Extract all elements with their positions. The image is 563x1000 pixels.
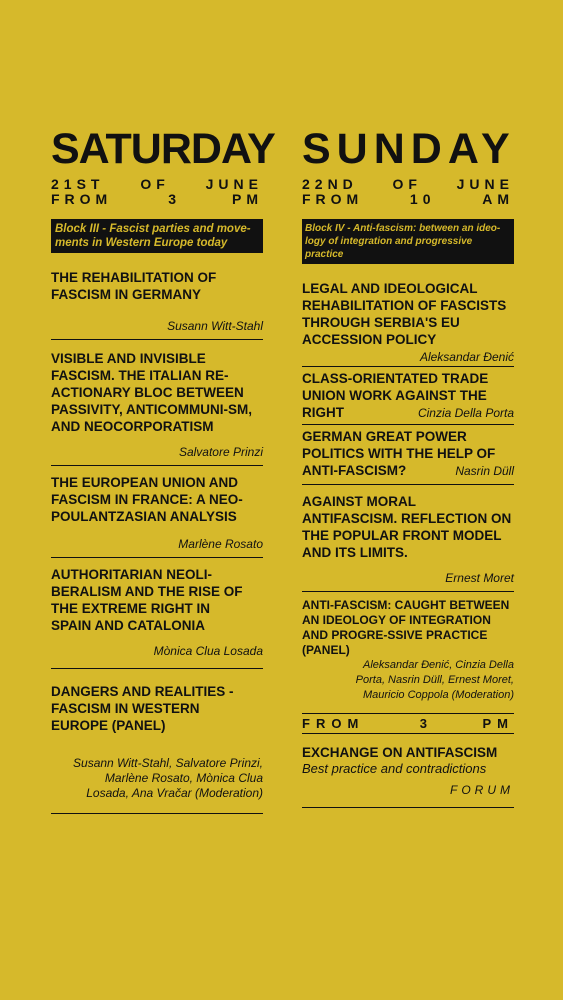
saturday-block-label: Block III - Fascist parties and move- ments in Western Europe today <box>51 219 263 253</box>
time-word: FROM <box>302 716 365 731</box>
talk-item <box>302 264 514 367</box>
talk-item <box>302 425 514 485</box>
talk-speaker: Ernest Moret <box>445 571 514 585</box>
time-word: 3 <box>419 716 427 731</box>
time-word: AM <box>482 191 514 207</box>
talk-title: LEGAL AND IDEOLOGICAL REHABILITATION OF FASCISTS THROUGH SERBIA'S EU ACCESSION POLICY <box>302 281 507 347</box>
saturday-column <box>51 125 275 814</box>
date-word: JUNE <box>205 176 263 192</box>
talk-item <box>51 558 263 669</box>
forum-tag: FORUM <box>450 783 514 797</box>
talk-item <box>302 592 514 713</box>
forum-item <box>302 734 514 808</box>
talk-title: AGAINST MORAL ANTIFASCISM. REFLECTION ON THE POPULAR FRONT MODEL AND ITS LIMITS. <box>302 494 512 560</box>
talk-speaker: Salvatore Prinzi <box>178 445 263 459</box>
talk-speaker: Aleksandar Đenić <box>419 350 514 364</box>
date-word: JUNE <box>456 176 514 192</box>
talk-title: DANGERS AND REALITIES - FASCISM IN WESTERN EUROPE (PANEL) <box>51 684 234 733</box>
time-word: FROM <box>51 191 113 207</box>
sunday-column <box>302 125 516 808</box>
talk-speaker: Cinzia Della Porta <box>417 406 514 420</box>
sunday-date <box>302 177 514 192</box>
sunday-block-label: Block IV - Anti-fascism: between an ideo- logy of integration and progressive practice <box>302 219 514 264</box>
talk-speaker: Mònica Clua Losada <box>153 644 263 658</box>
talk-speaker: Susann Witt-Stahl, Salvatore Prinzi, Marlène Rosato, Mònica Clua Losada, Ana Vračar (Moderation) <box>73 756 263 800</box>
talk-title: THE REHABILITATION OF FASCISM IN GERMANY <box>51 270 217 302</box>
talk-title: ANTI-FASCISM: CAUGHT BETWEEN AN IDEOLOGY OF INTEGRATION AND PROGRE-SSIVE PRACTICE (PANEL) <box>302 598 510 657</box>
talk-speaker: Aleksandar Đenić, Cinzia Della Porta, Nasrin Düll, Ernest Moret, Mauricio Coppola (Moderation) <box>355 659 514 701</box>
talk-item <box>51 253 263 340</box>
talk-speaker: Marlène Rosato <box>178 537 263 551</box>
talk-title: THE EUROPEAN UNION AND FASCISM IN FRANCE: A NEO-POULANTZASIAN ANALYSIS <box>51 475 243 524</box>
date-word: OF <box>140 176 170 192</box>
date-word: 21ST <box>51 176 105 192</box>
forum-title: EXCHANGE ON ANTIFASCISM <box>302 745 498 760</box>
talk-item <box>51 340 263 466</box>
afternoon-time <box>302 713 514 734</box>
talk-item <box>302 485 514 592</box>
talk-title: VISIBLE AND INVISIBLE FASCISM. THE ITALIAN RE-ACTIONARY BLOC BETWEEN PASSIVITY, ANTICOMMUNI-SM, AND NEOCORPORATISM <box>51 351 253 434</box>
time-word: PM <box>231 191 263 207</box>
talk-title: GERMAN GREAT POWER POLITICS WITH THE HELP OF ANTI-FASCISM? <box>302 429 496 478</box>
time-word: 10 <box>409 191 436 207</box>
time-word: PM <box>482 716 514 731</box>
talk-speaker: Susann Witt-Stahl <box>167 319 263 333</box>
date-word: OF <box>392 176 422 192</box>
talk-item <box>302 367 514 425</box>
saturday-time <box>51 192 263 207</box>
talk-title: CLASS-ORIENTATED TRADE UNION WORK AGAINST THE RIGHT <box>302 371 489 420</box>
talk-title: AUTHORITARIAN NEOLI-BERALISM AND THE RISE OF THE EXTREME RIGHT IN SPAIN AND CATALONIA <box>51 567 243 633</box>
talk-item <box>51 669 263 814</box>
time-word: 3 <box>168 191 176 207</box>
forum-subtitle: Best practice and contradictions <box>302 761 487 776</box>
time-word: FROM <box>302 191 364 207</box>
saturday-date <box>51 177 263 192</box>
talk-item <box>51 466 263 558</box>
saturday-title: SATURDAY <box>51 125 275 173</box>
sunday-title: SUNDAY <box>302 125 516 173</box>
talk-speaker: Nasrin Düll <box>455 464 514 478</box>
sunday-time <box>302 192 514 207</box>
date-word: 22ND <box>302 176 358 192</box>
